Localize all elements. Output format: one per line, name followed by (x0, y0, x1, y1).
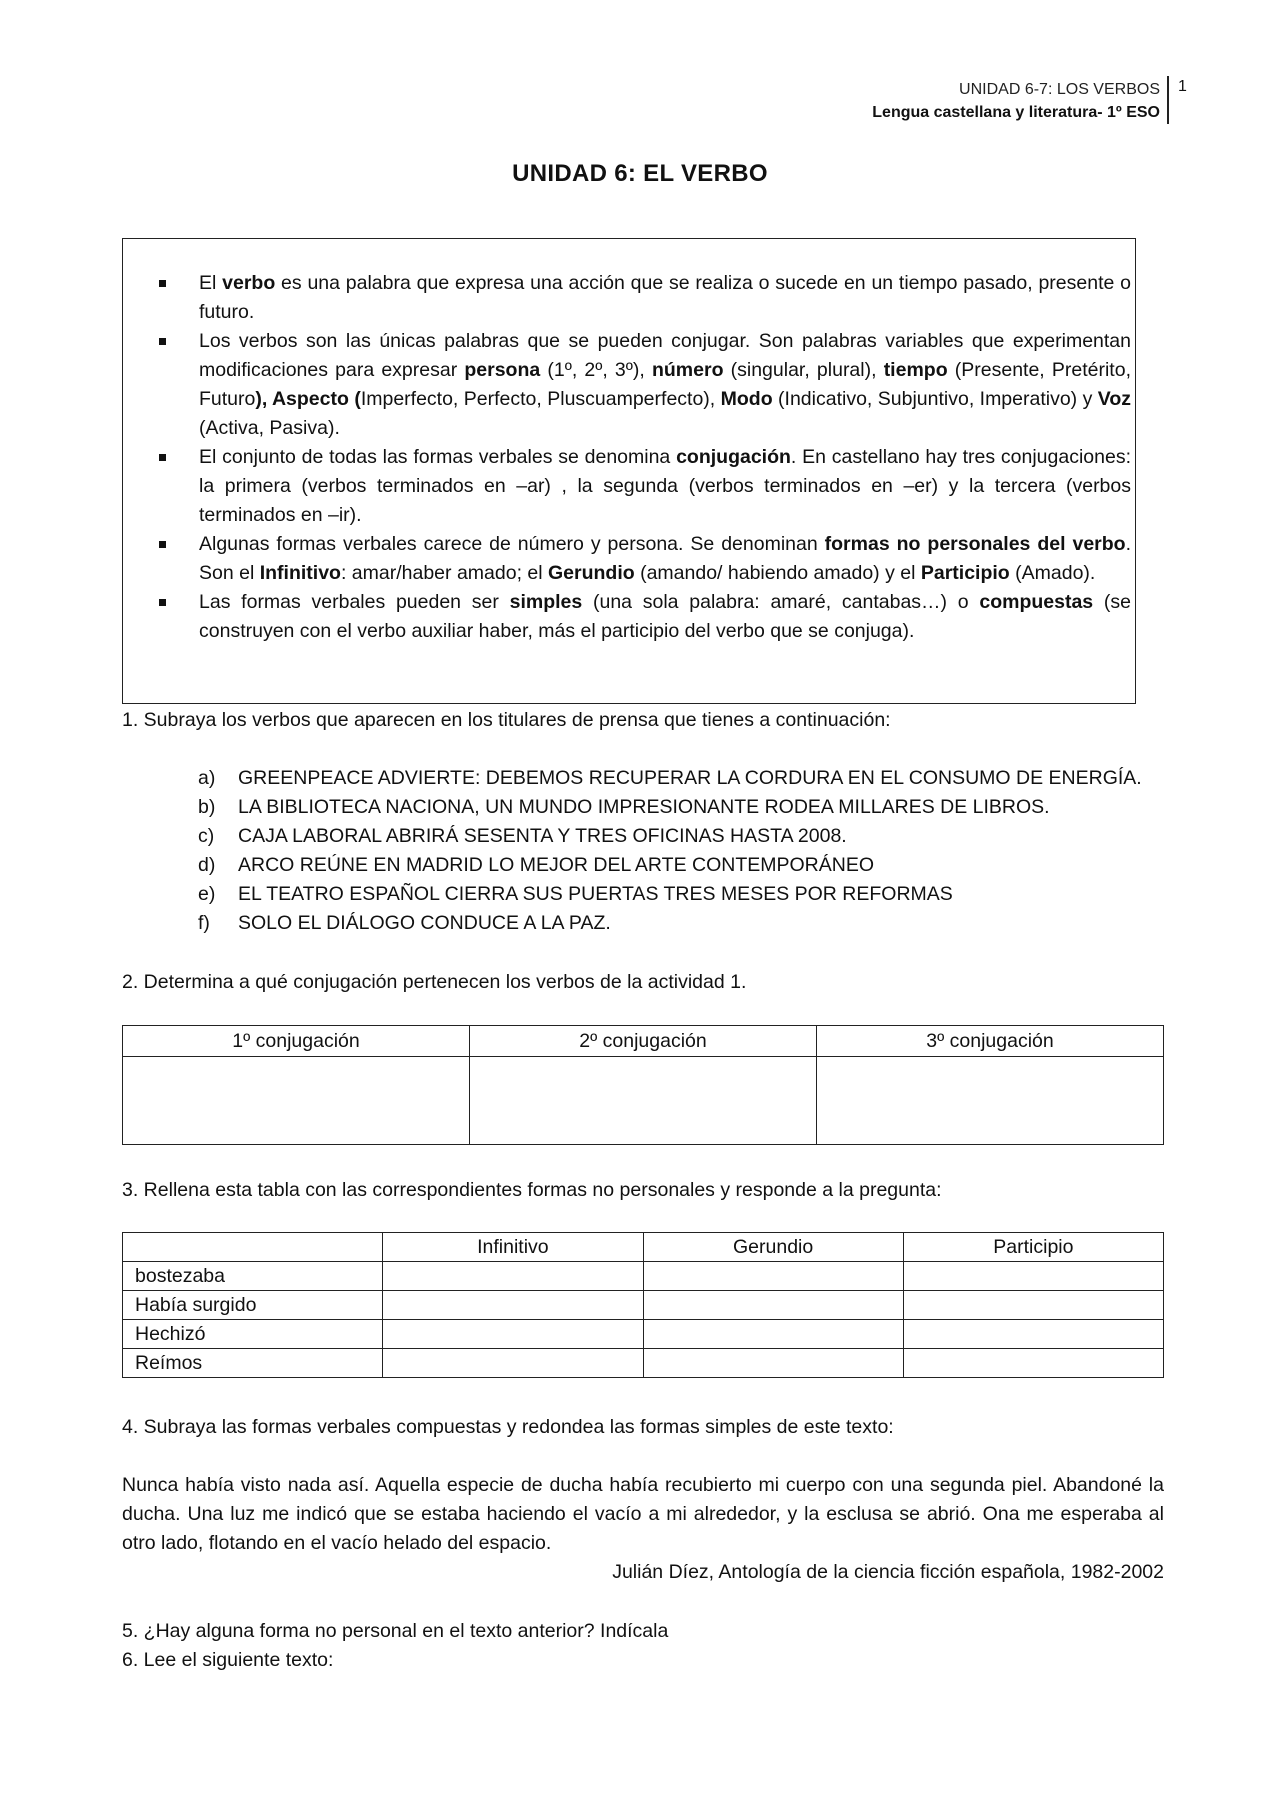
answer-cell[interactable] (470, 1057, 817, 1145)
header-divider (1167, 76, 1169, 124)
summary-item-no-personales (159, 530, 1131, 588)
answer-cell[interactable] (123, 1057, 470, 1145)
answer-cell[interactable] (643, 1320, 903, 1349)
reading-text: Nunca había visto nada así. Aquella especie de ducha había recubierto mi cuerpo con una segunda piel. Abandoné la ducha. Una luz me indicó que se estaba haciendo el vacío a mi alrededor, y la esclusa se abrió. Ona me esperaba al otro lado, flotando en el vacío helado del espacio. (122, 1474, 1164, 1554)
bullet-square-icon (159, 541, 166, 548)
keyword: Modo (720, 388, 773, 410)
question-1-prompt: 1. Subraya los verbos que aparecen en los titulares de prensa que tienes a continuación: (122, 709, 891, 731)
summary-text: (Amado). (1009, 562, 1096, 584)
summary-text: (se construyen con el verbo auxiliar haber, más el participio del verbo que se conjuga). (199, 591, 1131, 642)
summary-text: : amar/haber amado; el (340, 562, 548, 584)
bullet-square-icon (159, 280, 166, 287)
headline-text: LA BIBLIOTECA NACIONA, UN MUNDO IMPRESIONANTE RODEA MILLARES DE LIBROS. (238, 796, 1050, 818)
answer-cell[interactable] (903, 1262, 1163, 1291)
table-row (123, 1349, 1164, 1378)
headline-letter: b) (198, 796, 216, 818)
answer-cell[interactable] (383, 1320, 643, 1349)
page-header (760, 78, 1160, 124)
keyword: simples (509, 591, 583, 613)
summary-text: Los verbos son las únicas palabras que se pueden conjugar. Son palabras variables que experimentan modificaciones para expresar (199, 330, 1131, 381)
headline-text: GREENPEACE ADVIERTE: DEBEMOS RECUPERAR LA CORDURA EN EL CONSUMO DE ENERGÍA. (238, 767, 1142, 789)
keyword: Gerundio (548, 562, 635, 584)
keyword: verbo (222, 272, 276, 294)
headline-letter: f) (198, 912, 210, 934)
row-label: Hechizó (123, 1320, 383, 1349)
keyword: ), Aspecto ( (255, 388, 361, 410)
question-4-prompt: 4. Subraya las formas verbales compuestas y redondea las formas simples de este texto: (122, 1416, 894, 1438)
question-6-prompt: 6. Lee el siguiente texto: (122, 1649, 334, 1671)
summary-box (122, 238, 1136, 704)
answer-cell[interactable] (643, 1262, 903, 1291)
headline-letter: a) (198, 767, 216, 789)
row-label: Había surgido (123, 1291, 383, 1320)
bullet-square-icon (159, 599, 166, 606)
summary-text: (Presente, Pretérito, Futuro (199, 359, 1131, 410)
answer-cell[interactable] (903, 1291, 1163, 1320)
table-row (123, 1320, 1164, 1349)
headline-item (198, 822, 1142, 851)
summary-text: es una palabra que expresa una acción que se realiza o sucede en un tiempo pasado, presente o futuro. (199, 272, 1131, 323)
headline-letter: d) (198, 854, 216, 876)
summary-text: . Son el (199, 533, 1131, 584)
summary-text: Imperfecto, Perfecto, Pluscuamperfecto), (360, 388, 721, 410)
summary-text: El conjunto de todas las formas verbales se denomina (199, 446, 677, 468)
headline-item (198, 909, 1142, 938)
page-title: UNIDAD 6: EL VERBO (512, 160, 768, 187)
keyword: conjugación (676, 446, 791, 468)
table-header-row (123, 1026, 1164, 1057)
table-header-row (123, 1233, 1164, 1262)
column-header: Participio (903, 1233, 1163, 1262)
headline-text: ARCO REÚNE EN MADRID LO MEJOR DEL ARTE CONTEMPORÁNEO (238, 854, 875, 876)
column-header: 3º conjugación (817, 1026, 1164, 1057)
answer-cell[interactable] (383, 1349, 643, 1378)
summary-item-conjugar (159, 327, 1131, 443)
summary-text: Algunas formas verbales carece de número y persona. Se denominan (199, 533, 825, 555)
keyword: número (651, 359, 724, 381)
column-header: Infinitivo (383, 1233, 643, 1262)
summary-text: (amando/ habiendo amado) y el (634, 562, 921, 584)
summary-text: Las formas verbales pueden ser (199, 591, 510, 613)
headline-letter: e) (198, 883, 216, 905)
header-unit: UNIDAD 6-7: LOS VERBOS (959, 81, 1160, 98)
answer-cell[interactable] (643, 1349, 903, 1378)
summary-list (159, 269, 1131, 646)
headline-text: EL TEATRO ESPAÑOL CIERRA SUS PUERTAS TRES MESES POR REFORMAS (238, 883, 953, 905)
answer-cell[interactable] (903, 1320, 1163, 1349)
bullet-square-icon (159, 338, 166, 345)
citation: Julián Díez, Antología de la ciencia ficción española, 1982-2002 (612, 1561, 1164, 1583)
empty-header-cell (123, 1233, 383, 1262)
keyword: persona (464, 359, 541, 381)
table-row (123, 1291, 1164, 1320)
row-label: Reímos (123, 1349, 383, 1378)
headline-text: CAJA LABORAL ABRIRÁ SESENTA Y TRES OFICINAS HASTA 2008. (238, 825, 847, 847)
answer-cell[interactable] (383, 1291, 643, 1320)
header-subject: Lengua castellana y literatura- 1º ESO (872, 104, 1160, 121)
question-2-prompt: 2. Determina a qué conjugación pertenecen los verbos de la actividad 1. (122, 971, 747, 993)
summary-text: (Indicativo, Subjuntivo, Imperativo) y (772, 388, 1098, 410)
summary-item-verbo (159, 269, 1131, 327)
conjugation-table (122, 1025, 1164, 1145)
table-row (123, 1057, 1164, 1145)
answer-cell[interactable] (817, 1057, 1164, 1145)
keyword: formas no personales del verbo (824, 533, 1126, 555)
column-header: Gerundio (643, 1233, 903, 1262)
summary-item-conjugacion (159, 443, 1131, 530)
summary-text: El (199, 272, 223, 294)
keyword: Participio (920, 562, 1010, 584)
answer-cell[interactable] (903, 1349, 1163, 1378)
summary-text: (1º, 2º, 3º), (540, 359, 652, 381)
keyword: Infinitivo (259, 562, 341, 584)
answer-cell[interactable] (643, 1291, 903, 1320)
summary-item-simples-compuestas (159, 588, 1131, 646)
headline-text: SOLO EL DIÁLOGO CONDUCE A LA PAZ. (238, 912, 611, 934)
summary-text: . En castellano hay tres conjugaciones: la primera (verbos terminados en –ar) , la segunda (verbos terminados en –er) y la tercera (verbos terminados en –ir). (199, 446, 1132, 526)
headline-item (198, 851, 1142, 880)
non-personal-forms-table (122, 1232, 1164, 1378)
bullet-square-icon (159, 454, 166, 461)
page-number: 1 (1178, 78, 1187, 95)
summary-text: (singular, plural), (723, 359, 884, 381)
summary-text: (una sola palabra: amaré, cantabas…) o (582, 591, 980, 613)
keyword: tiempo (883, 359, 948, 381)
column-header: 1º conjugación (123, 1026, 470, 1057)
answer-cell[interactable] (383, 1262, 643, 1291)
table-row (123, 1262, 1164, 1291)
headline-item (198, 793, 1142, 822)
headline-list (198, 764, 1142, 938)
question-3-prompt: 3. Rellena esta tabla con las correspondientes formas no personales y responde a la pregunta: (122, 1179, 942, 1201)
headline-item (198, 764, 1142, 793)
row-label: bostezaba (123, 1262, 383, 1291)
column-header: 2º conjugación (470, 1026, 817, 1057)
keyword: Voz (1097, 388, 1131, 410)
keyword: compuestas (979, 591, 1094, 613)
question-5-prompt: 5. ¿Hay alguna forma no personal en el texto anterior? Indícala (122, 1620, 669, 1642)
headline-item (198, 880, 1142, 909)
headline-letter: c) (198, 825, 215, 847)
summary-text: (Activa, Pasiva). (199, 417, 340, 439)
